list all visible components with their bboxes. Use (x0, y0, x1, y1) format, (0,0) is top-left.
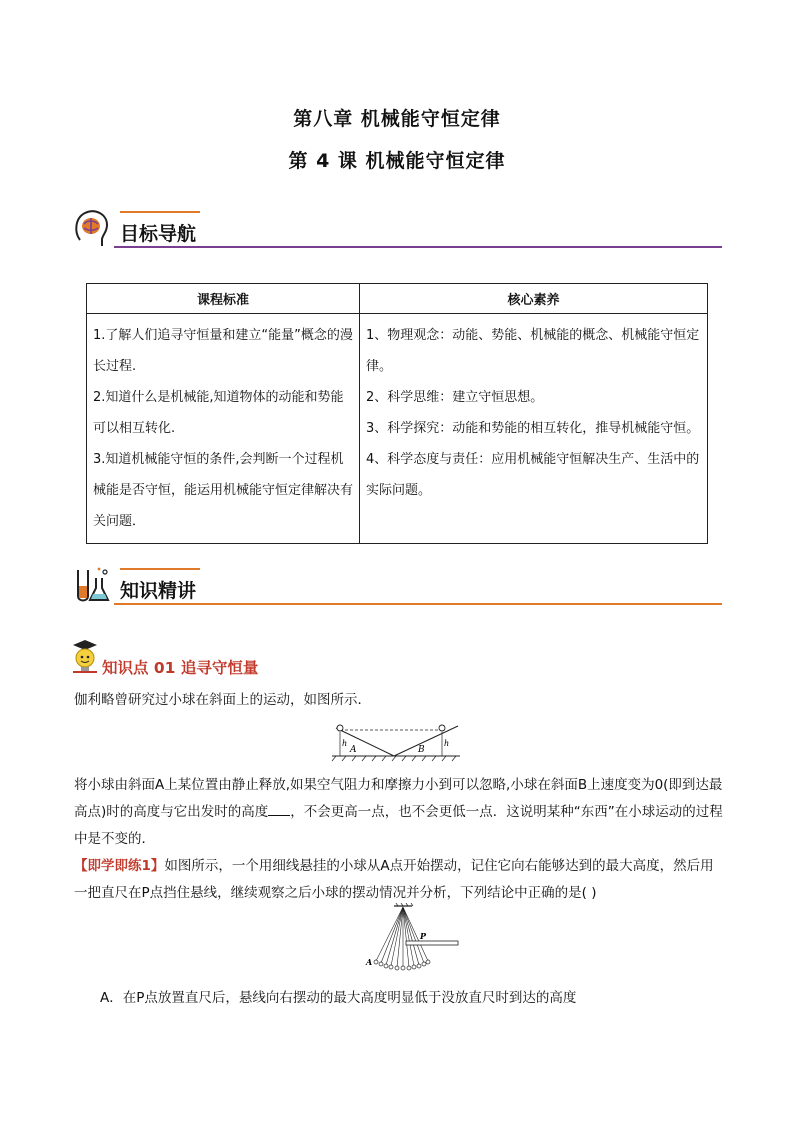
incline-figure (330, 722, 462, 762)
standard-item: 1.了解人们追寻守恒量和建立“能量”概念的漫长过程. (93, 328, 353, 374)
pendulum-figure (364, 903, 460, 975)
literacy-item: 4、科学态度与责任：应用机械能守恒解决生产、生活中的实际问题。 (366, 452, 700, 498)
standards-cell (87, 314, 360, 544)
practice-tag: 【即学即练1】 (74, 858, 165, 874)
table-header-standards: 课程标准 (87, 284, 360, 314)
label-h2: h (444, 739, 450, 748)
literacy-item: 1、物理观念：动能、势能、机械能的概念、机械能守恒定律。 (366, 328, 700, 374)
label-p: P (420, 931, 427, 941)
literacy-item: 3、科学探究：动能和势能的相互转化，推导机械能守恒。 (366, 421, 700, 436)
section-accent-line (120, 211, 200, 213)
standard-item: 2.知道什么是机械能,知道物体的动能和势能可以相互转化. (93, 390, 344, 436)
section-title-knowledge: 知识精讲 (120, 580, 197, 602)
option-a: A．在P点放置直尺后，悬线向右摆动的最大高度明显低于没放直尺时到达的高度 (100, 990, 577, 1006)
section-divider (114, 603, 722, 605)
knowledge-point-title: 知识点 01 追寻守恒量 (102, 659, 259, 677)
answer-blank (268, 801, 290, 816)
label-a: A (366, 957, 373, 967)
lightbulb-icon (70, 638, 100, 674)
section-divider (114, 246, 722, 248)
label-b: B (418, 745, 425, 755)
standard-item: 3.知道机械能守恒的条件,会判断一个过程机械能是否守恒，能运用机械能守恒定律解决有关问题． (93, 452, 354, 529)
brain-icon (72, 206, 112, 248)
paragraph-text-b: ，不会更高一点，也不会更低一点．这说明某种“东西”在小球运动的过程中是不变的． (74, 804, 723, 847)
practice-question (74, 853, 724, 907)
flask-icon (72, 566, 112, 606)
lesson-title: 第 4 课 机械能守恒定律 (288, 150, 506, 172)
paragraph-conservation (74, 772, 724, 853)
intro-text: 伽利略曾研究过小球在斜面上的运动，如图所示． (74, 692, 371, 708)
literacy-item: 2、科学思维：建立守恒思想。 (366, 390, 544, 405)
section-title-goals: 目标导航 (120, 223, 197, 245)
standards-table (86, 283, 708, 544)
label-a: A (350, 745, 357, 755)
section-accent-line (120, 568, 200, 570)
label-h1: h (342, 739, 348, 748)
table-header-literacy: 核心素养 (360, 284, 708, 314)
practice-text: 如图所示，一个用细线悬挂的小球从A点开始摆动，记住它向右能够达到的最大高度，然后用一把直尺在P点挡住悬线，继续观察之后小球的摆动情况并分析，下列结论中正确的是( ) (74, 858, 714, 901)
chapter-title: 第八章 机械能守恒定律 (293, 108, 501, 130)
paragraph-text-a: 将小球由斜面A上某位置由静止释放,如果空气阻力和摩擦力小到可以忽略,小球在斜面B上速度变为0(即到达最高点)时的高度与它出发时的高度 (74, 777, 723, 820)
literacy-cell (360, 314, 708, 544)
